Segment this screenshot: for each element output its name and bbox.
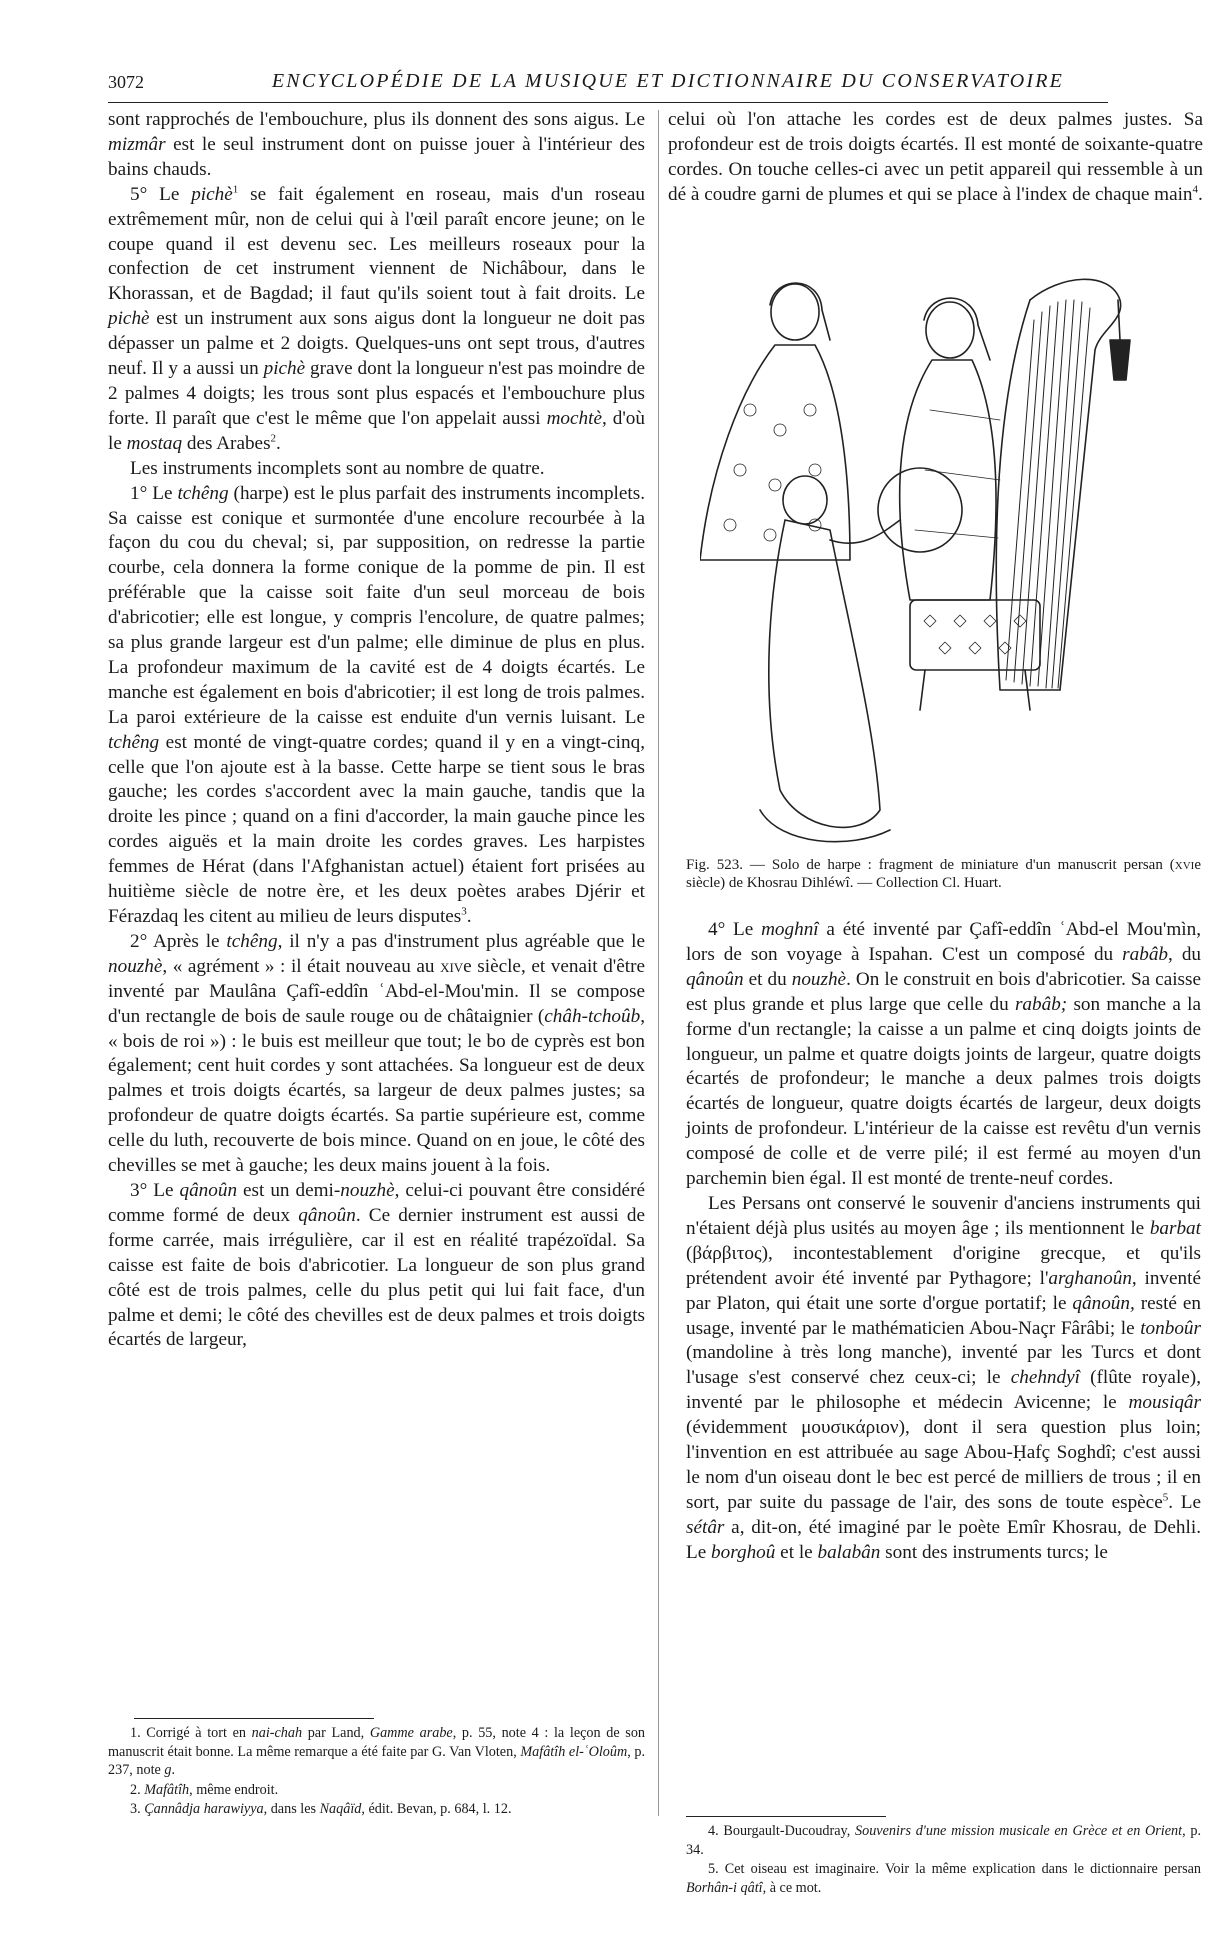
paragraph: 3° Le qânoûn est un demi-nouzhè, celui-ci pouvant être considéré comme formé de deux qânoûn. Ce dernier instrument est aussi de forme carrée, mais irrégulière, car il est en réalité trapézoïdal. Sa caisse est faite de bois d'abricotier. La longueur de son plus grand côté est de trois palmes, celle du plus petit qui lui fait face, d'un palme et demi; le côté des chevilles est de deux palmes et trois doigts écartés de largeur,: [108, 1179, 646, 1351]
page-header: [108, 72, 1108, 103]
footnote-ref: 5: [1162, 1491, 1169, 1504]
footnote-ref: 3: [461, 905, 467, 918]
footnote-rule: [686, 1816, 886, 1817]
footnote-1: 1. Corrigé à tort en nai-chah par Land, Gamme arabe, p. 55, note 4 : la leçon de son manuscrit était bonne. La même remarque a été faite par G. Van Vloten, Mafâtîh el-ʿOloûm, p. 237, note g.: [108, 1725, 646, 1778]
paragraph: celui où l'on attache les cordes est de deux palmes justes. Sa profondeur est de trois doigts écartés. Il est monté de soixante-quatre cordes. On touche celles-ci avec un petit appareil qui ressemble à un dé à coudre garni de plumes et qui se place à l'index de chaque main$^4$.: [668, 109, 1203, 205]
page-number: 3072: [108, 72, 144, 92]
kneeling-figure-head: [783, 476, 827, 524]
paragraph: 1° Le tchêng (harpe) est le plus parfait des instruments incomplets. Sa caisse est conique et surmontée d'une encolure recourbée à la façon du cou du cheval; si, par supposition, on redresse la partie courbe, cela donnera la forme conique de la pomme de pin. Il est préférable que la caisse soit faite d'un seul morceau de bois d'abricotier; elle est longue, y compris l'encolure, de quatre palmes; sa plus grande largeur est d'un palme; elle diminue de plus en plus. La profondeur maximum de la cavité est de 4 doigts écartés. Le manche est également en bois d'abricotier; il est long de trois palmes. La paroi extérieure de la caisse est enduite d'un vernis luisant. Le tchêng est monté de vingt-quatre cordes; quand il y en a vingt-cinq, celle que l'on ajoute est à la basse. Cette harpe se tient sous le bras gauche; les cordes s'accordent avec la main gauche, tandis que la droite les pince ; quand on a fini d'accorder, la main gauche pince les cordes aiguës et la main droite les cordes graves. Les harpistes femmes de Hérat (dans l'Afghanistan actuel) étaient fort prisées au huitième siècle de notre ère, et les deux poètes arabes Djérir et Férazdaq les citent au milieu de leurs disputes$^3$.: [108, 482, 645, 927]
figure-caption: Fig. 523. — Solo de harpe : fragment de miniature d'un manuscrit persan (xvie siècle) de Khosrau Dihléwî. — Collection Cl. Huart.: [686, 857, 1201, 891]
tambourine: [878, 468, 962, 552]
footnote-2: 2. Mafâtîh, même endroit.: [130, 1781, 279, 1798]
footnote-4: 4. Bourgault-Ducoudray, Souvenirs d'une mission musicale en Grèce et en Orient, p. 34.: [686, 1823, 1202, 1858]
harp-miniature-illustration: [700, 270, 1200, 850]
footnote-ref: 4: [1192, 183, 1199, 196]
woman-head: [771, 284, 819, 340]
right-column: [686, 918, 1201, 1566]
paragraph: sont rapprochés de l'embouchure, plus ils donnent des sons aigus. Le mizmâr est le seul instrument dont on puisse jouer à l'intérieur des bains chauds.: [108, 109, 645, 180]
harpist-body: [900, 360, 996, 600]
woman-body: [700, 345, 850, 560]
paragraph: Les instruments incomplets sont au nombre de quatre.: [130, 457, 545, 479]
left-column: [108, 108, 645, 1353]
paragraph: 5° Le pichè$^1$ se fait également en roseau, mais d'un roseau extrêmement mûr, non de celui qui à l'œil paraît encore jeune; on le coupe quand il est devenu sec. Les meilleurs roseaux pour la confection de cet instrument viennent de Nichâbour, dans le Khorassan, et de Bagdad; il faut qu'ils soient tout à fait droits. Le pichè est un instrument aux sons aigus dont la longueur ne doit pas dépasser un palme et 2 doigts. Quelques-uns ont sept trous, d'autres neuf. Il y a aussi un pichè grave dont la longueur n'est pas moindre de 2 palmes 4 doigts; les trous sont plus espacés et l'embouchure plus forte. Il paraît que c'est le même que l'on appelait aussi mochtè, d'où le mostaq des Arabes$^2$.: [108, 183, 645, 454]
right-footnotes: [686, 1822, 1201, 1898]
paragraph: Les Persans ont conservé le souvenir d'anciens instruments qui n'étaient déjà plus usités au moyen âge ; ils mentionnent le barbat (βάρβιτος), incontestablement d'origine grecque, et qu'ils prétendent avoir été inventé par Pythagore; l'arghanoûn, inventé par Platon, qui était une sorte d'orgue portatif; le qânoûn, resté en usage, inventé par le mathématicien Abou-Naçr Fârâbi; le tonboûr (mandoline à très long manche), inventé par les Turcs et dont l'usage s'est conservé chez ceux-ci; le chehndyî (flûte royale), inventé par le philosophe et médecin Avicenne; le mousiqâr (évidemment μουσικάριον), dont il sera question plus loin; l'invention en est attribuée au sage Abou-Ḥafç Soghdî; c'est aussi le nom d'un oiseau dont le bec est percé de milliers de trous ; il en sort, par suite du passage de l'air, des sons de toute espèce$^5$. Le sétâr a, dit-on, été imaginé par le poète Emîr Khosrau, de Dehli. Le borghoû et le balabân sont des instruments turcs; le: [686, 1192, 1201, 1563]
paragraph: 2° Après le tchêng, il n'y a pas d'instrument plus agréable que le nouzhè, « agrément » : il était nouveau au xive siècle, et venait d'être inventé par Maulâna Çafî-eddîn ʿAbd-el-Mou'min. Il se compose d'un rectangle de bois de saule rouge ou de châtaignier (châh-tchoûb, « bois de roi ») : le buis est meilleur que tout; le bo de cyprès est bon également; cent huit cordes y sont attachées. Sa longueur est de deux palmes et trois doigts écartés, sa largeur de deux palmes justes; sa profondeur de quatre doigts écartés. Sa partie supérieure est, comme celle du luth, recouverte de bois mince. Quand on en joue, le côté des chevilles se met à gauche; les deux mains jouent à la fois.: [108, 930, 646, 1177]
harpist-head: [926, 302, 974, 358]
cushion: [910, 600, 1040, 670]
footnote-ref: 2: [270, 432, 277, 445]
footnote-ref: 1: [232, 183, 239, 196]
kneeling-figure-body: [769, 520, 880, 827]
footnote-rule: [134, 1718, 374, 1719]
footnote-5: 5. Cet oiseau est imaginaire. Voir la même explication dans le dictionnaire persan Borhân-i qâtî, à ce mot.: [686, 1861, 1201, 1896]
footnote-3: 3. Çannâdja harawiyya, dans les Naqâïd, édit. Bevan, p. 684, l. 12.: [130, 1801, 512, 1817]
paragraph: 4° Le moghnî a été inventé par Çafî-eddîn ʿAbd-el Mou'mìn, lors de son voyage à Ispahan. C'est un composé du rabâb, du qânoûn et du nouzhè. On le construit en bois d'abricotier. Sa caisse est plus grande et plus large que celle du rabâb; son manche a la forme d'un rectangle; la caisse a un palme et cinq doigts joints de longueur, un palme et quatre doigts joints de largeur, quatre doigts écartés de profondeur; le manche a deux palmes trois doigts écartés de longueur, quatre doigts écartés de largeur, deux doigts joints de profondeur. L'intérieur de la caisse est revêtu d'un vernis composé de colle et de verre pilé; il est fermé au moyen d'un parchemin bien égal. Il est monté de trente-neuf cordes.: [686, 919, 1202, 1190]
right-column-top: [668, 108, 1203, 208]
running-title: ENCYCLOPÉDIE DE LA MUSIQUE ET DICTIONNAIRE DU CONSERVATOIRE: [271, 70, 1065, 92]
column-divider: [658, 110, 659, 1816]
left-footnotes: [108, 1724, 645, 1820]
